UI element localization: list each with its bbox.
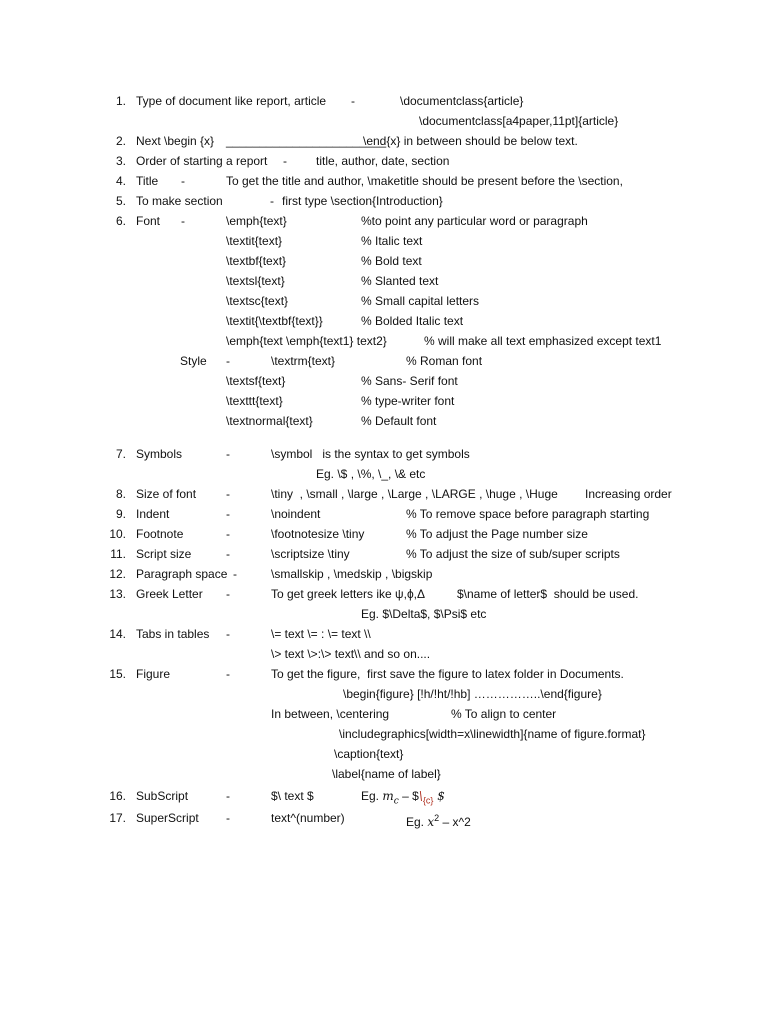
item-text: \end{x} in between should be below text.	[363, 134, 578, 148]
item-description: % To adjust the size of sub/super scripts	[406, 547, 620, 561]
item-dash: -	[226, 667, 230, 681]
item-code-2: \documentclass[a4paper,11pt]{article}	[419, 114, 619, 128]
item-description: % To remove space before paragraph starting	[406, 507, 650, 521]
item-title: SubScript	[136, 789, 189, 803]
item-number: 9.	[115, 507, 126, 521]
item-blank-line: ________________________	[226, 134, 387, 148]
item-description: Increasing order	[585, 487, 672, 501]
style-description: % Default font	[361, 414, 437, 428]
item-example: Eg. \$ , \%, \_, \& etc	[316, 467, 426, 481]
figure-centering-desc: % To align to center	[451, 707, 557, 721]
item-code: \footnotesize \tiny	[271, 527, 365, 541]
item-number: 5.	[115, 194, 126, 208]
item-example: Eg. $\Delta$, $\Psi$ etc	[361, 607, 487, 621]
math-end: $	[433, 789, 445, 803]
item-title: Indent	[136, 507, 170, 521]
item-number: 4.	[115, 174, 126, 188]
item-title: To make section	[136, 194, 223, 208]
item-number: 11.	[110, 547, 126, 561]
style-description: % Roman font	[406, 354, 483, 368]
item-code: \tiny , \small , \large , \Large , \LARGE , \huge , \Huge	[271, 487, 558, 501]
font-description: % Italic text	[361, 234, 423, 248]
item-dash: -	[226, 789, 230, 803]
item-dash: -	[226, 587, 230, 601]
item-text: first type \section{Introduction}	[282, 194, 443, 208]
math-base: x	[427, 815, 435, 829]
subscript-example	[361, 788, 445, 809]
figure-includegraphics-line: \includegraphics[width=x\linewidth]{name of figure.format}	[339, 727, 646, 741]
font-command: \textsc{text}	[226, 294, 289, 308]
item-number: 1.	[115, 94, 126, 108]
item-dash: -	[226, 507, 230, 521]
item-dash: -	[226, 811, 230, 825]
example-label: Eg.	[406, 815, 425, 829]
item-dash: -	[226, 547, 230, 561]
item-title: Greek Letter	[136, 587, 203, 601]
font-description: % Slanted text	[361, 274, 439, 288]
item-text: To get the title and author, \maketitle should be present before the \section,	[226, 174, 623, 188]
item-title: Paragraph space	[136, 567, 228, 581]
math-base: m	[382, 789, 394, 803]
figure-begin-line: \begin{figure} [!h/!ht/!hb] ……………..\end{figure}	[343, 687, 602, 701]
item-number: 13.	[109, 587, 126, 601]
style-command: \texttt{text}	[226, 394, 283, 408]
item-dash: -	[226, 627, 230, 641]
item-title: Tabs in tables	[136, 627, 210, 641]
item-title: Type of document like report, article	[136, 94, 327, 108]
item-description: $\name of letter$ should be used.	[457, 587, 639, 601]
font-command: \emph{text \emph{text1} text2}	[226, 334, 387, 348]
item-number: 15.	[109, 667, 126, 681]
item-title: Next \begin {x}	[136, 134, 215, 148]
font-command: \textbf{text}	[226, 254, 287, 268]
item-code: $\ text $	[271, 789, 314, 803]
style-label: Style	[180, 354, 207, 368]
item-title: Font	[136, 214, 161, 228]
item-title: Title	[136, 174, 159, 188]
math-superscript: 2	[434, 813, 440, 823]
style-command: \textrm{text}	[271, 354, 336, 368]
item-number: 12.	[109, 567, 126, 581]
item-code: text^(number)	[271, 811, 345, 825]
item-code: To get greek letters ike ψ,ϕ,Δ	[271, 587, 426, 601]
item-dash: -	[270, 194, 274, 208]
style-dash: -	[226, 354, 230, 368]
item-number: 3.	[115, 154, 126, 168]
item-number: 8.	[115, 487, 126, 501]
item-title: Size of font	[136, 487, 197, 501]
item-number: 2.	[115, 134, 126, 148]
item-title: Footnote	[136, 527, 184, 541]
item-title: Order of starting a report	[136, 154, 268, 168]
item-description: % To adjust the Page number size	[406, 527, 588, 541]
item-title: Symbols	[136, 447, 183, 461]
font-description: % Bolded Italic text	[361, 314, 464, 328]
item-dash: -	[226, 487, 230, 501]
style-description: % type-writer font	[361, 394, 455, 408]
item-title: Script size	[136, 547, 192, 561]
item-code: \scriptsize \tiny	[271, 547, 350, 561]
font-description: % Small capital letters	[361, 294, 480, 308]
item-dash: -	[181, 174, 185, 188]
math-rest: – $	[398, 789, 419, 803]
item-number: 10.	[109, 527, 126, 541]
font-command: \textit{\textbf{text}}	[226, 314, 323, 328]
item-dash: -	[351, 94, 355, 108]
figure-label-line: \label{name of label}	[332, 767, 441, 781]
item-number: 6.	[115, 214, 126, 228]
item-code: \symbol is the syntax to get symbols	[271, 447, 470, 461]
style-command: \textsf{text}	[226, 374, 286, 388]
math-subscript: c	[393, 796, 399, 807]
font-command: \textit{text}	[226, 234, 283, 248]
item-number: 16.	[109, 789, 126, 803]
item-code-2: \> text \>:\> text\\ and so on....	[271, 647, 431, 661]
item-text: title, author, date, section	[316, 154, 450, 168]
item-code: \noindent	[271, 507, 321, 521]
item-code: \= text \= : \= text \\	[271, 627, 371, 641]
item-dash: -	[283, 154, 287, 168]
figure-centering-line: In between, \centering	[271, 707, 390, 721]
font-command: \emph{text}	[226, 214, 287, 228]
superscript-example	[406, 810, 471, 830]
math-rest: – x^2	[439, 815, 471, 829]
item-dash: -	[226, 447, 230, 461]
figure-caption-line: \caption{text}	[334, 747, 404, 761]
item-code: \smallskip , \medskip , \bigskip	[271, 567, 433, 581]
style-command: \textnormal{text}	[226, 414, 313, 428]
item-title: SuperScript	[136, 811, 199, 825]
item-title: Figure	[136, 667, 171, 681]
item-number: 7.	[115, 447, 126, 461]
item-dash: -	[181, 214, 185, 228]
item-code: To get the figure, first save the figure to latex folder in Documents.	[271, 667, 624, 681]
font-command: \textsl{text}	[226, 274, 285, 288]
font-description: % will make all text emphasized except text1	[424, 334, 662, 348]
item-number: 17.	[109, 811, 126, 825]
item-dash: -	[233, 567, 237, 581]
style-description: % Sans- Serif font	[361, 374, 458, 388]
font-description: % Bold text	[361, 254, 422, 268]
example-label: Eg.	[361, 789, 380, 803]
item-code: \documentclass{article}	[400, 94, 524, 108]
math-red-backslash: \	[418, 789, 423, 803]
math-red-subscript: {c}	[422, 795, 434, 806]
font-description: %to point any particular word or paragraph	[361, 214, 588, 228]
item-number: 14.	[109, 627, 126, 641]
item-dash: -	[226, 527, 230, 541]
